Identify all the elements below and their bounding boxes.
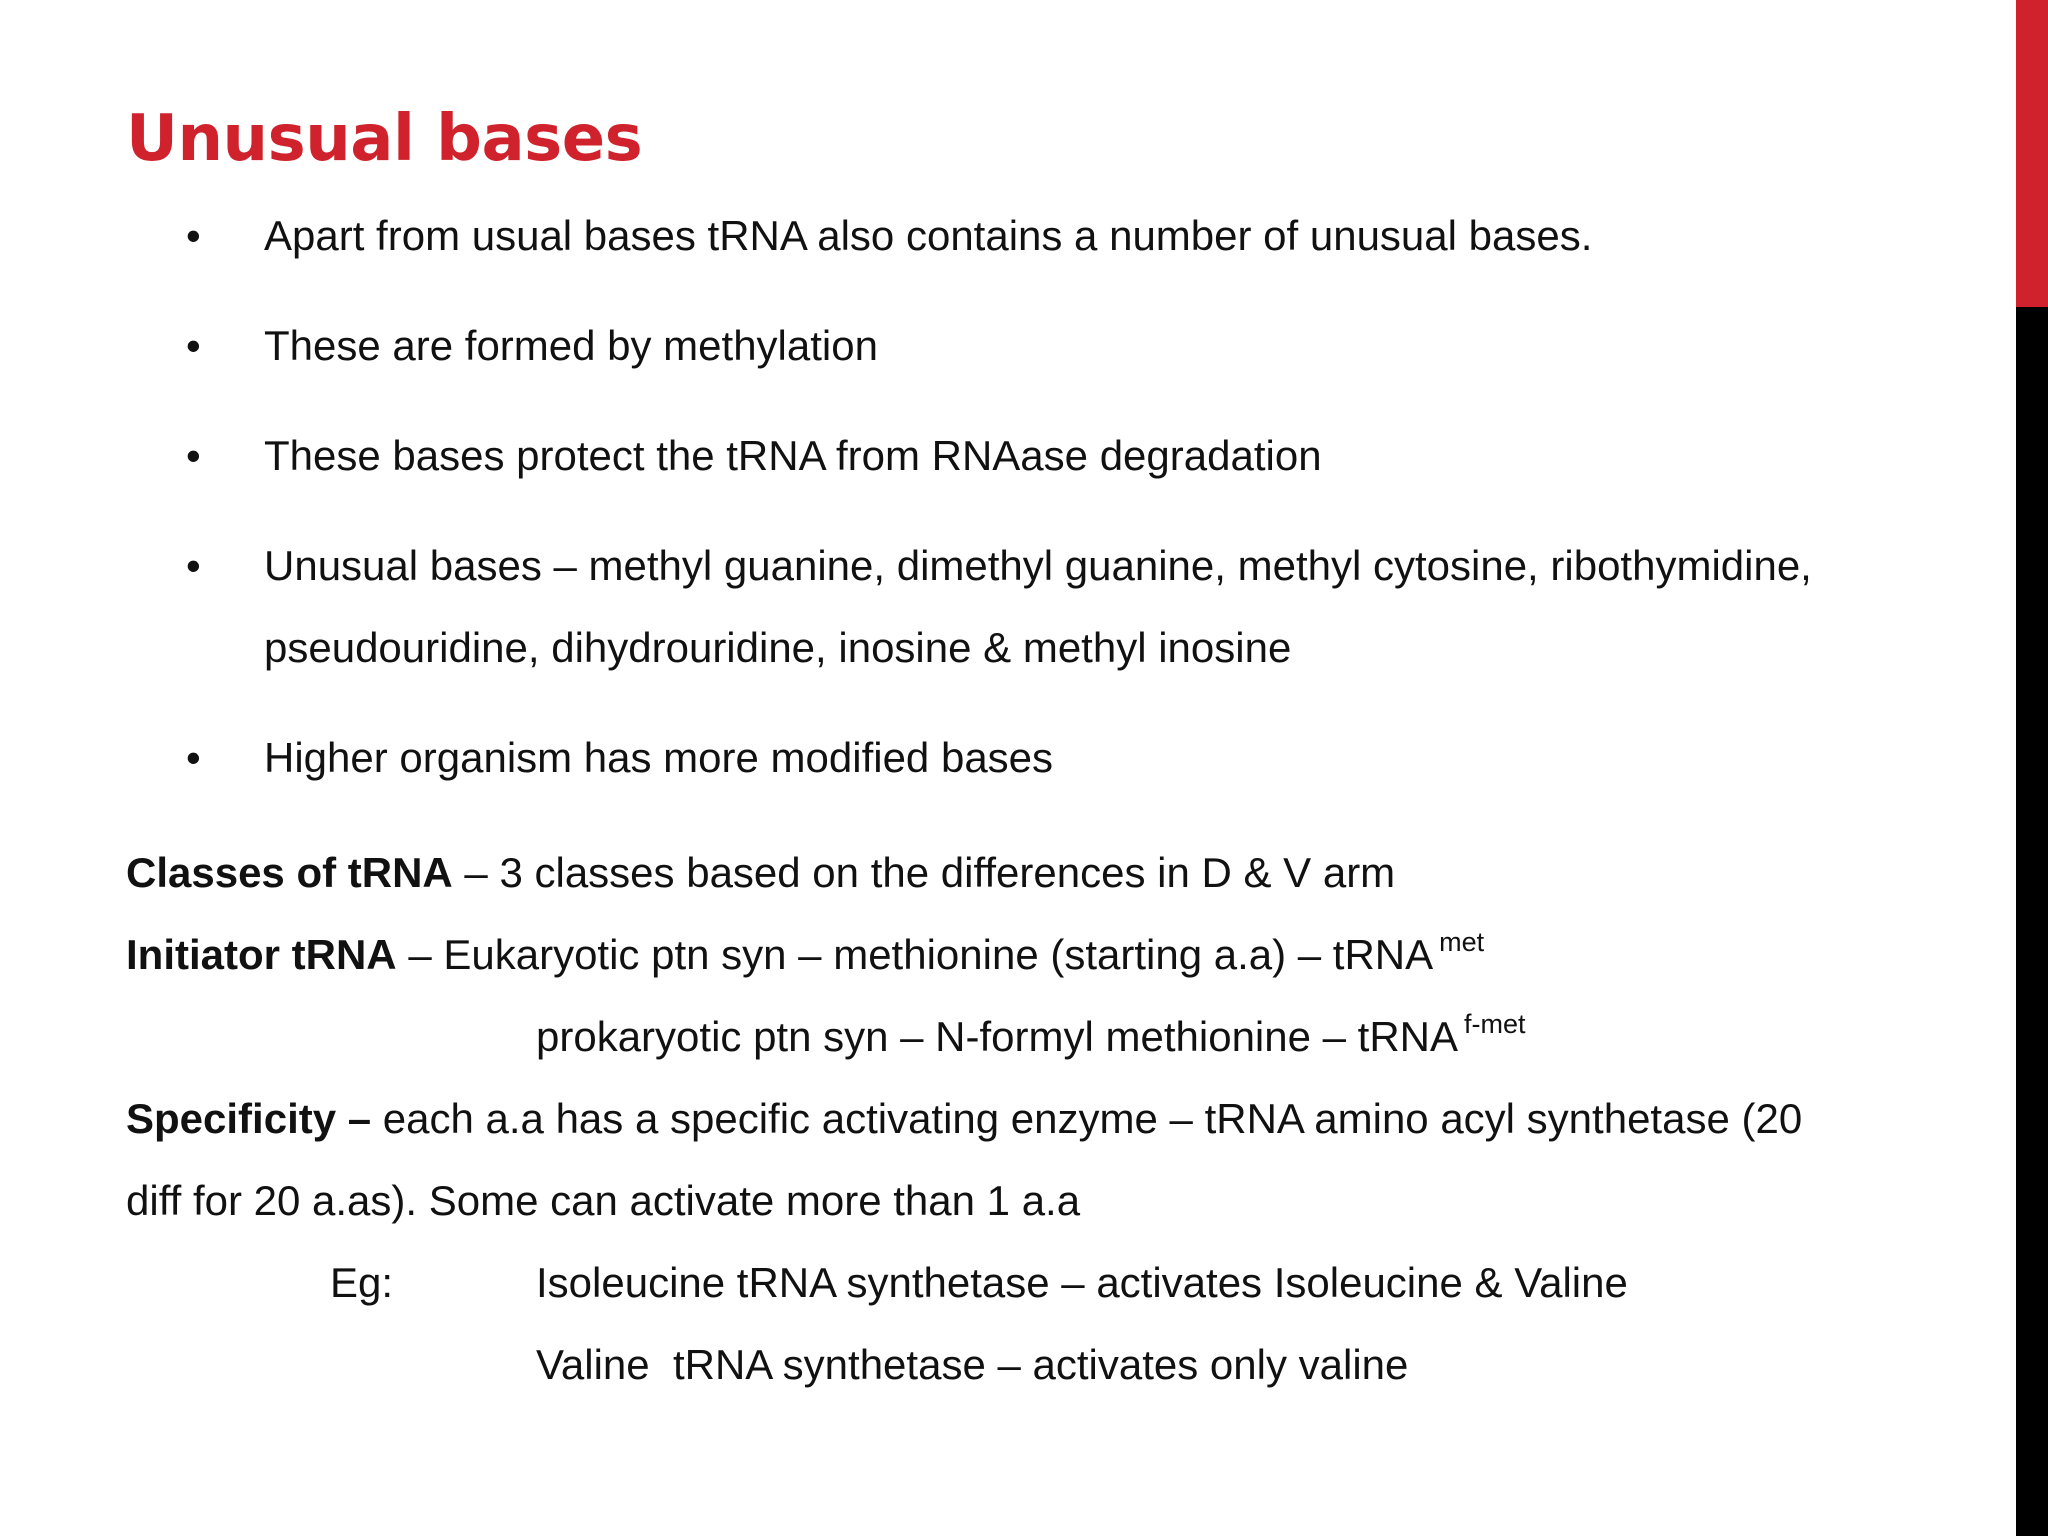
classes-line (126, 832, 1395, 914)
bullet-list (0, 195, 2016, 827)
bullet-item (0, 717, 2016, 799)
bullet-text: Apart from usual bases tRNA also contains a number of unusual bases. (264, 212, 1593, 259)
trna-fmet-superscript: f-met (1464, 1009, 1526, 1039)
bullet-dot: • (186, 734, 201, 781)
bullet-dot: • (186, 542, 201, 589)
bullet-dot: • (186, 212, 201, 259)
bullet-item (0, 195, 2016, 277)
example-line-2: Valine tRNA synthetase – activates only valine (536, 1341, 1409, 1388)
bullet-item (0, 305, 2016, 387)
example-label: Eg: (330, 1259, 394, 1306)
specificity-text: each a.a has a specific activating enzyme – tRNA amino acyl synthetase (20 (371, 1095, 1803, 1142)
bullet-text: These are formed by methylation (264, 322, 878, 369)
bullet-text: Unusual bases – methyl guanine, dimethyl guanine, methyl cytosine, ribothymidine, pseudouridine, dihydrouridine, inosine & methyl inosine (264, 542, 1812, 671)
trna-met-superscript: met (1439, 927, 1485, 957)
initiator-line (126, 914, 1484, 1001)
bullet-dot: • (186, 322, 201, 369)
classes-text: – 3 classes based on the differences in D & V arm (452, 849, 1396, 896)
specificity-text-2: diff for 20 a.as). Some can activate more than 1 a.a (126, 1177, 1081, 1224)
initiator-eukaryotic-text: – Eukaryotic ptn syn – methionine (starting a.a) – tRNA (396, 931, 1434, 978)
bullet-dot: • (186, 432, 201, 479)
accent-bar-black (2016, 307, 2048, 1536)
initiator-prokaryotic-text: prokaryotic ptn syn – N-formyl methionine – tRNA (536, 1013, 1459, 1060)
slide-title: Unusual bases (126, 102, 643, 176)
specificity-continuation (126, 1160, 1080, 1242)
specificity-label: Specificity – (126, 1095, 372, 1142)
example-line-1: Isoleucine tRNA synthetase – activates Isoleucine & Valine (536, 1259, 1628, 1306)
bullet-item (0, 525, 2016, 689)
accent-bar-red (2016, 0, 2048, 307)
specificity-line (126, 1078, 1802, 1160)
bullet-item (0, 415, 2016, 497)
classes-label: Classes of tRNA (126, 849, 453, 896)
initiator-label: Initiator tRNA (126, 931, 397, 978)
bullet-text: Higher organism has more modified bases (264, 734, 1054, 781)
bullet-text: These bases protect the tRNA from RNAase degradation (264, 432, 1322, 479)
initiator-prokaryotic-line (536, 996, 1526, 1083)
